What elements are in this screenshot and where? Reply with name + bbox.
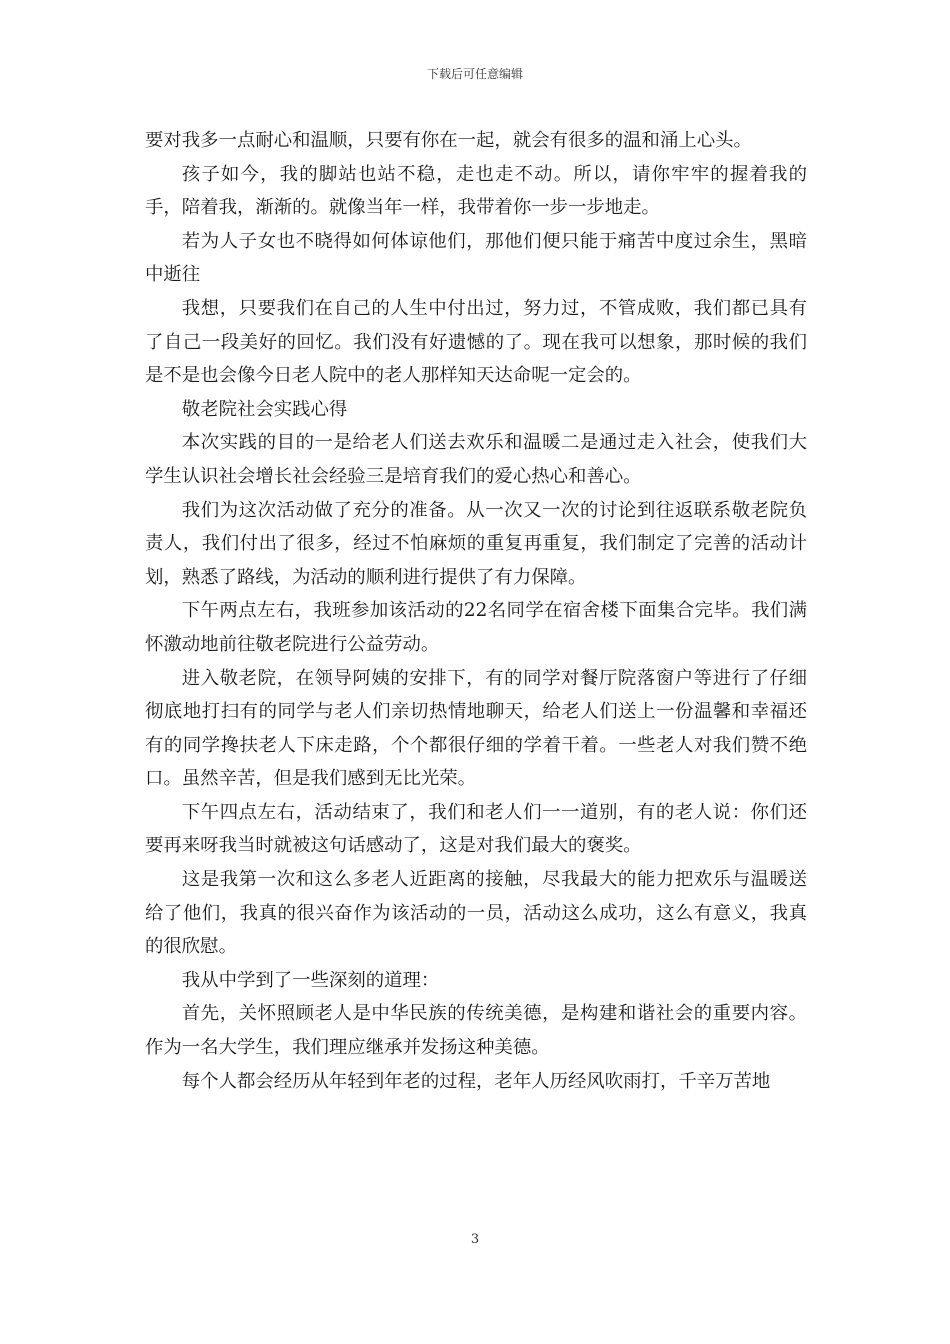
paragraph: 每个人都会经历从年轻到年老的过程，老年人历经风吹雨打，千辛万苦地 bbox=[181, 1070, 771, 1092]
paragraph: 本次实践的目的一是给老人们送去欢乐和温暖二是通过走入社会，使我们大学生认识社会增长社会经验三是培育我们的爱心热心和善心。 bbox=[145, 432, 807, 487]
page-header: 下载后可任意编辑 bbox=[426, 67, 523, 81]
page-number: 3 bbox=[470, 1232, 480, 1247]
paragraph: 进入敬老院，在领导阿姨的安排下，有的同学对餐厅院落窗户等进行了仔细彻底地打扫有的同学与老人们亲切热情地聊天，给老人们送上一份温馨和幸福还有的同学搀扶老人下床走路，个个都很仔细的学着干着。一些老人对我们赞不绝口。虽然辛苦，但是我们感到无比光荣。 bbox=[145, 667, 807, 790]
paragraph: 我想，只要我们在自己的人生中付出过，努力过，不管成败，我们都已具有了自己一段美好的回忆。我们没有好遗憾的了。现在我可以想象，那时候的我们是不是也会像今日老人院中的老人那样知天达命呢一定会的。 bbox=[145, 297, 807, 387]
paragraph: 要对我多一点耐心和温顺，只要有你在一起，就会有很多的温和涌上心头。 bbox=[145, 130, 752, 151]
document-body bbox=[145, 124, 807, 1098]
paragraph: 孩子如今，我的脚站也站不稳，走也走不动。所以，请你牢牢的握着我的手，陪着我，渐渐的。就像当年一样，我带着你一步一步地走。 bbox=[145, 163, 807, 219]
paragraph: 我从中学到了一些深刻的道理： bbox=[181, 969, 440, 991]
paragraph: 若为人子女也不晓得如何体谅他们，那他们便只能于痛苦中度过余生，黑暗中逝往 bbox=[145, 230, 807, 286]
paragraph: 这是我第一次和这么多老人近距离的接触，尽我最大的能力把欢乐与温暖送给了他们，我真的很兴奋作为该活动的一员，活动这么成功，这么有意义，我真的很欣慰。 bbox=[145, 869, 807, 958]
section-heading: 敬老院社会实践心得 bbox=[181, 398, 348, 420]
paragraph: 我们为这次活动做了充分的准备。从一次又一次的讨论到往返联系敬老院负责人，我们付出了很多，经过不怕麻烦的重复再重复，我们制定了完善的活动计划，熟悉了路线，为活动的顺利进行提供了有力保障。 bbox=[145, 499, 807, 588]
paragraph: 下午两点左右，我班参加该活动的22名同学在宿舍楼下面集合完毕。我们满怀激动地前往敬老院进行公益劳动。 bbox=[145, 600, 807, 655]
paragraph: 首先，关怀照顾老人是中华民族的传统美德，是构建和谐社会的重要内容。作为一名大学生，我们理应继承并发扬这种美德。 bbox=[145, 1003, 807, 1059]
paragraph: 下午四点左右，活动结束了，我们和老人们一一道别，有的老人说：你们还要再来呀我当时就被这句话感动了，这是对我们最大的褒奖。 bbox=[145, 801, 807, 857]
